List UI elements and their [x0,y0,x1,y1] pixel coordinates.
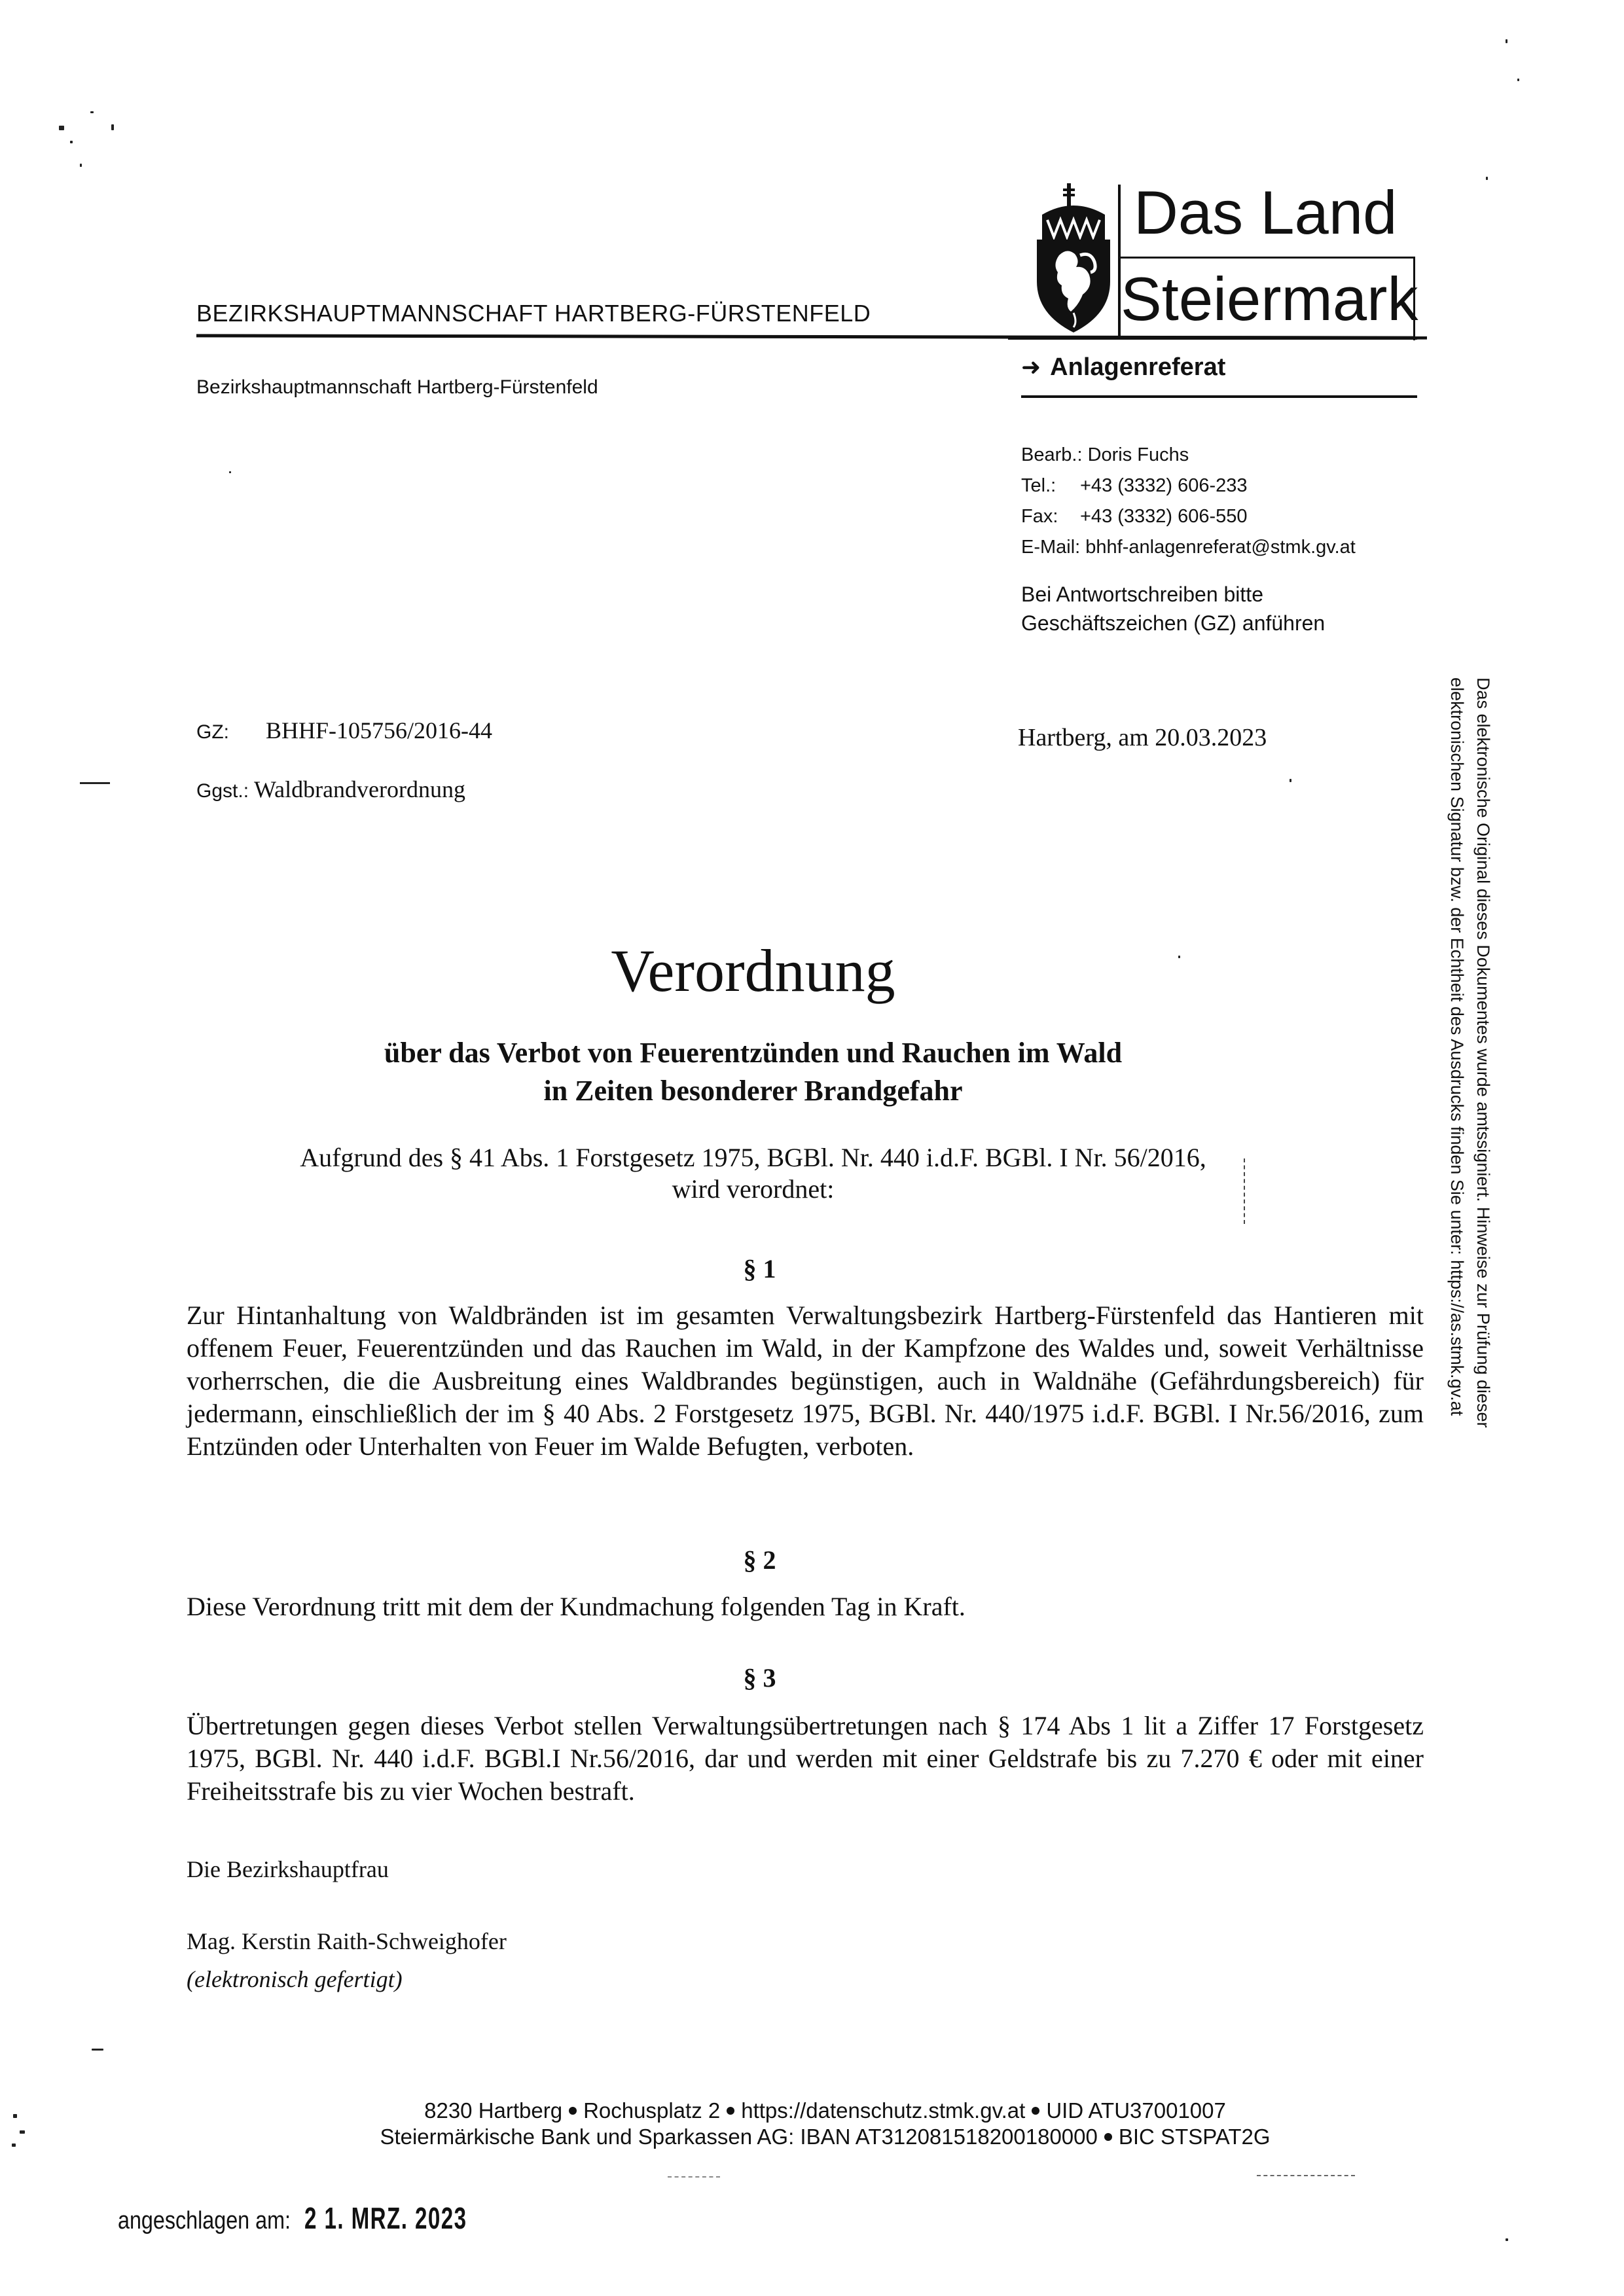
side-note-line: Das elektronische Original dieses Dokumentes wurde amtssigniert. Hinweise zur Prüfung dieser [1473,677,1493,1428]
section-text: Übertretungen gegen dieses Verbot stellen Verwaltungsübertretungen nach § 174 Abs 1 lit a Ziffer 17 Forstgesetz 1975, BGBl. Nr. 440 i.d.F. BGBl.I Nr.56/2016, dar und werden mit einer Geldstrafe bis zu 7.270 € oder mit einer Freiheitsstrafe bis zu vier Wochen bestraft. [187,1711,1424,1806]
scan-speck [111,124,114,130]
footer-street: Rochusplatz 2 [583,2098,721,2123]
scan-speck [1506,2238,1508,2241]
contact-block [1021,440,1356,563]
tel-row [1021,471,1356,501]
styrian-coat-of-arms-icon [1034,183,1113,334]
section-text: Diese Verordnung tritt mit dem der Kundmachung folgenden Tag in Kraft. [187,1592,965,1621]
department-name: Anlagenreferat [1050,353,1226,381]
reference-value: BHHF-105756/2016-44 [266,717,493,744]
fax-row [1021,501,1356,532]
scan-speck [1486,177,1488,180]
logo-divider [1121,257,1415,259]
legal-basis-line: Aufgrund des § 41 Abs. 1 Forstgesetz 1975, BGBl. Nr. 440 i.d.F. BGBl. I Nr. 56/2016, [300,1143,1206,1172]
subject [196,776,465,803]
bullet-icon [1032,2107,1039,2115]
handler-row [1021,440,1356,471]
scan-speck [1506,39,1507,43]
signatory-name: Mag. Kerstin Raith-Schweighofer [187,1928,507,1954]
reply-note-line: Bei Antwortschreiben bitte [1021,583,1263,606]
bullet-icon [569,2107,577,2115]
subject-label: Ggst.: [196,780,249,802]
section-text: Zur Hintanhaltung von Waldbränden ist im gesamten Verwaltungsbezirk Hartberg-Fürstenfeld das Hantieren mit offenem Feuer, Feuerentzünden und das Rauchen im Wald, in der Kampfzone des Waldes und, soweit Verhältnisse vorherrschen, die die Ausbreitung eines Waldbrandes begünstigen, auch in Waldnähe (Gefährdungsbereich) für jedermann, einschließlich der im § 40 Abs. 2 Forstgesetz 1975, BGBl. Nr. 440/1975 i.d.F. BGBl. I Nr.56/2016, zum Entzünden oder Unterhalten von Feuer im Walde Befugten, verboten. [187,1300,1424,1461]
email-link[interactable]: bhhf-anlagenreferat@stmk.gv.at [1085,537,1356,558]
footer-bic: BIC STSPAT2G [1118,2125,1271,2149]
section-heading: § 1 [743,1254,776,1283]
arrow-right-icon: ➜ [1021,353,1041,380]
scan-speck [59,126,64,130]
document-title: Verordnung [611,937,895,1004]
logo-text-line1: Das Land [1134,178,1398,247]
scan-artifact-line [1257,2175,1355,2176]
posting-date: 2 1. MRZ. 2023 [304,2201,467,2235]
reference-number [196,717,492,744]
signatory-role: Die Bezirkshauptfrau [187,1856,389,1882]
footer [0,2098,1624,2150]
reference-label: GZ: [196,721,229,743]
reply-note-line: Geschäftszeichen (GZ) anführen [1021,611,1326,635]
email-label: E-Mail: [1021,537,1081,558]
footer-address: 8230 Hartberg [424,2098,563,2123]
office-heading: BEZIRKSHAUPTMANNSCHAFT HARTBERG-FÜRSTENFELD [196,300,871,327]
reply-note [1021,580,1325,637]
subject-value: Waldbrandverordnung [254,776,465,802]
scan-speck [70,141,73,143]
scan-speck [90,111,94,113]
logo-text-line2: Steiermark [1121,264,1418,333]
scan-speck [92,2049,103,2051]
tel-label: Tel.: [1021,475,1056,496]
fax-label: Fax: [1021,506,1058,527]
tel-value: +43 (3332) 606-233 [1080,475,1248,496]
scan-speck [80,164,82,167]
department [1021,353,1225,382]
posting-stamp [118,2200,530,2236]
place-date: Hartberg, am 20.03.2023 [1018,724,1267,751]
footer-line [26,2098,1624,2124]
section-heading: § 2 [743,1545,776,1575]
fold-mark [80,782,110,784]
scan-artifact-line [668,2176,720,2178]
scan-speck [1290,779,1291,782]
legal-basis [0,1142,1624,1205]
subtitle-line: in Zeiten besonderer Brandgefahr [543,1075,963,1107]
scan-speck [1517,79,1519,81]
section-heading: § 3 [743,1663,776,1693]
logo-frame [1118,178,1418,339]
signature-note: (elektronisch gefertigt) [187,1966,403,1992]
footer-line [26,2124,1624,2150]
subtitle-line: über das Verbot von Feuerentzünden und Rauchen im Wald [384,1037,1123,1069]
department-rule [1008,337,1417,340]
posting-label: angeschlagen am: [118,2207,291,2234]
legal-basis-line: wird verordnet: [672,1174,835,1204]
bullet-icon [1104,2133,1112,2141]
side-note-line: elektronischen Signatur bzw. der Echtheit des Ausdrucks finden Sie unter: https://as.stmk.gv.at [1447,677,1467,1416]
department-rule [1021,395,1417,398]
footer-bank: Steiermärkische Bank und Sparkassen AG: IBAN AT312081518200180000 [380,2125,1098,2149]
fax-value: +43 (3332) 606-550 [1080,506,1248,527]
bullet-icon [727,2107,734,2115]
scan-speck [229,471,231,473]
handler-name: Doris Fuchs [1087,444,1189,465]
document-subtitle [0,1034,1624,1110]
das-land-steiermark-logo [1034,177,1418,334]
sender-line: Bezirkshauptmannschaft Hartberg-Fürstenfeld [196,376,598,398]
email-row [1021,532,1356,563]
footer-uid: UID ATU37001007 [1046,2098,1226,2123]
handler-label: Bearb.: [1021,444,1083,465]
footer-privacy-link[interactable]: https://datenschutz.stmk.gv.at [741,2098,1026,2123]
